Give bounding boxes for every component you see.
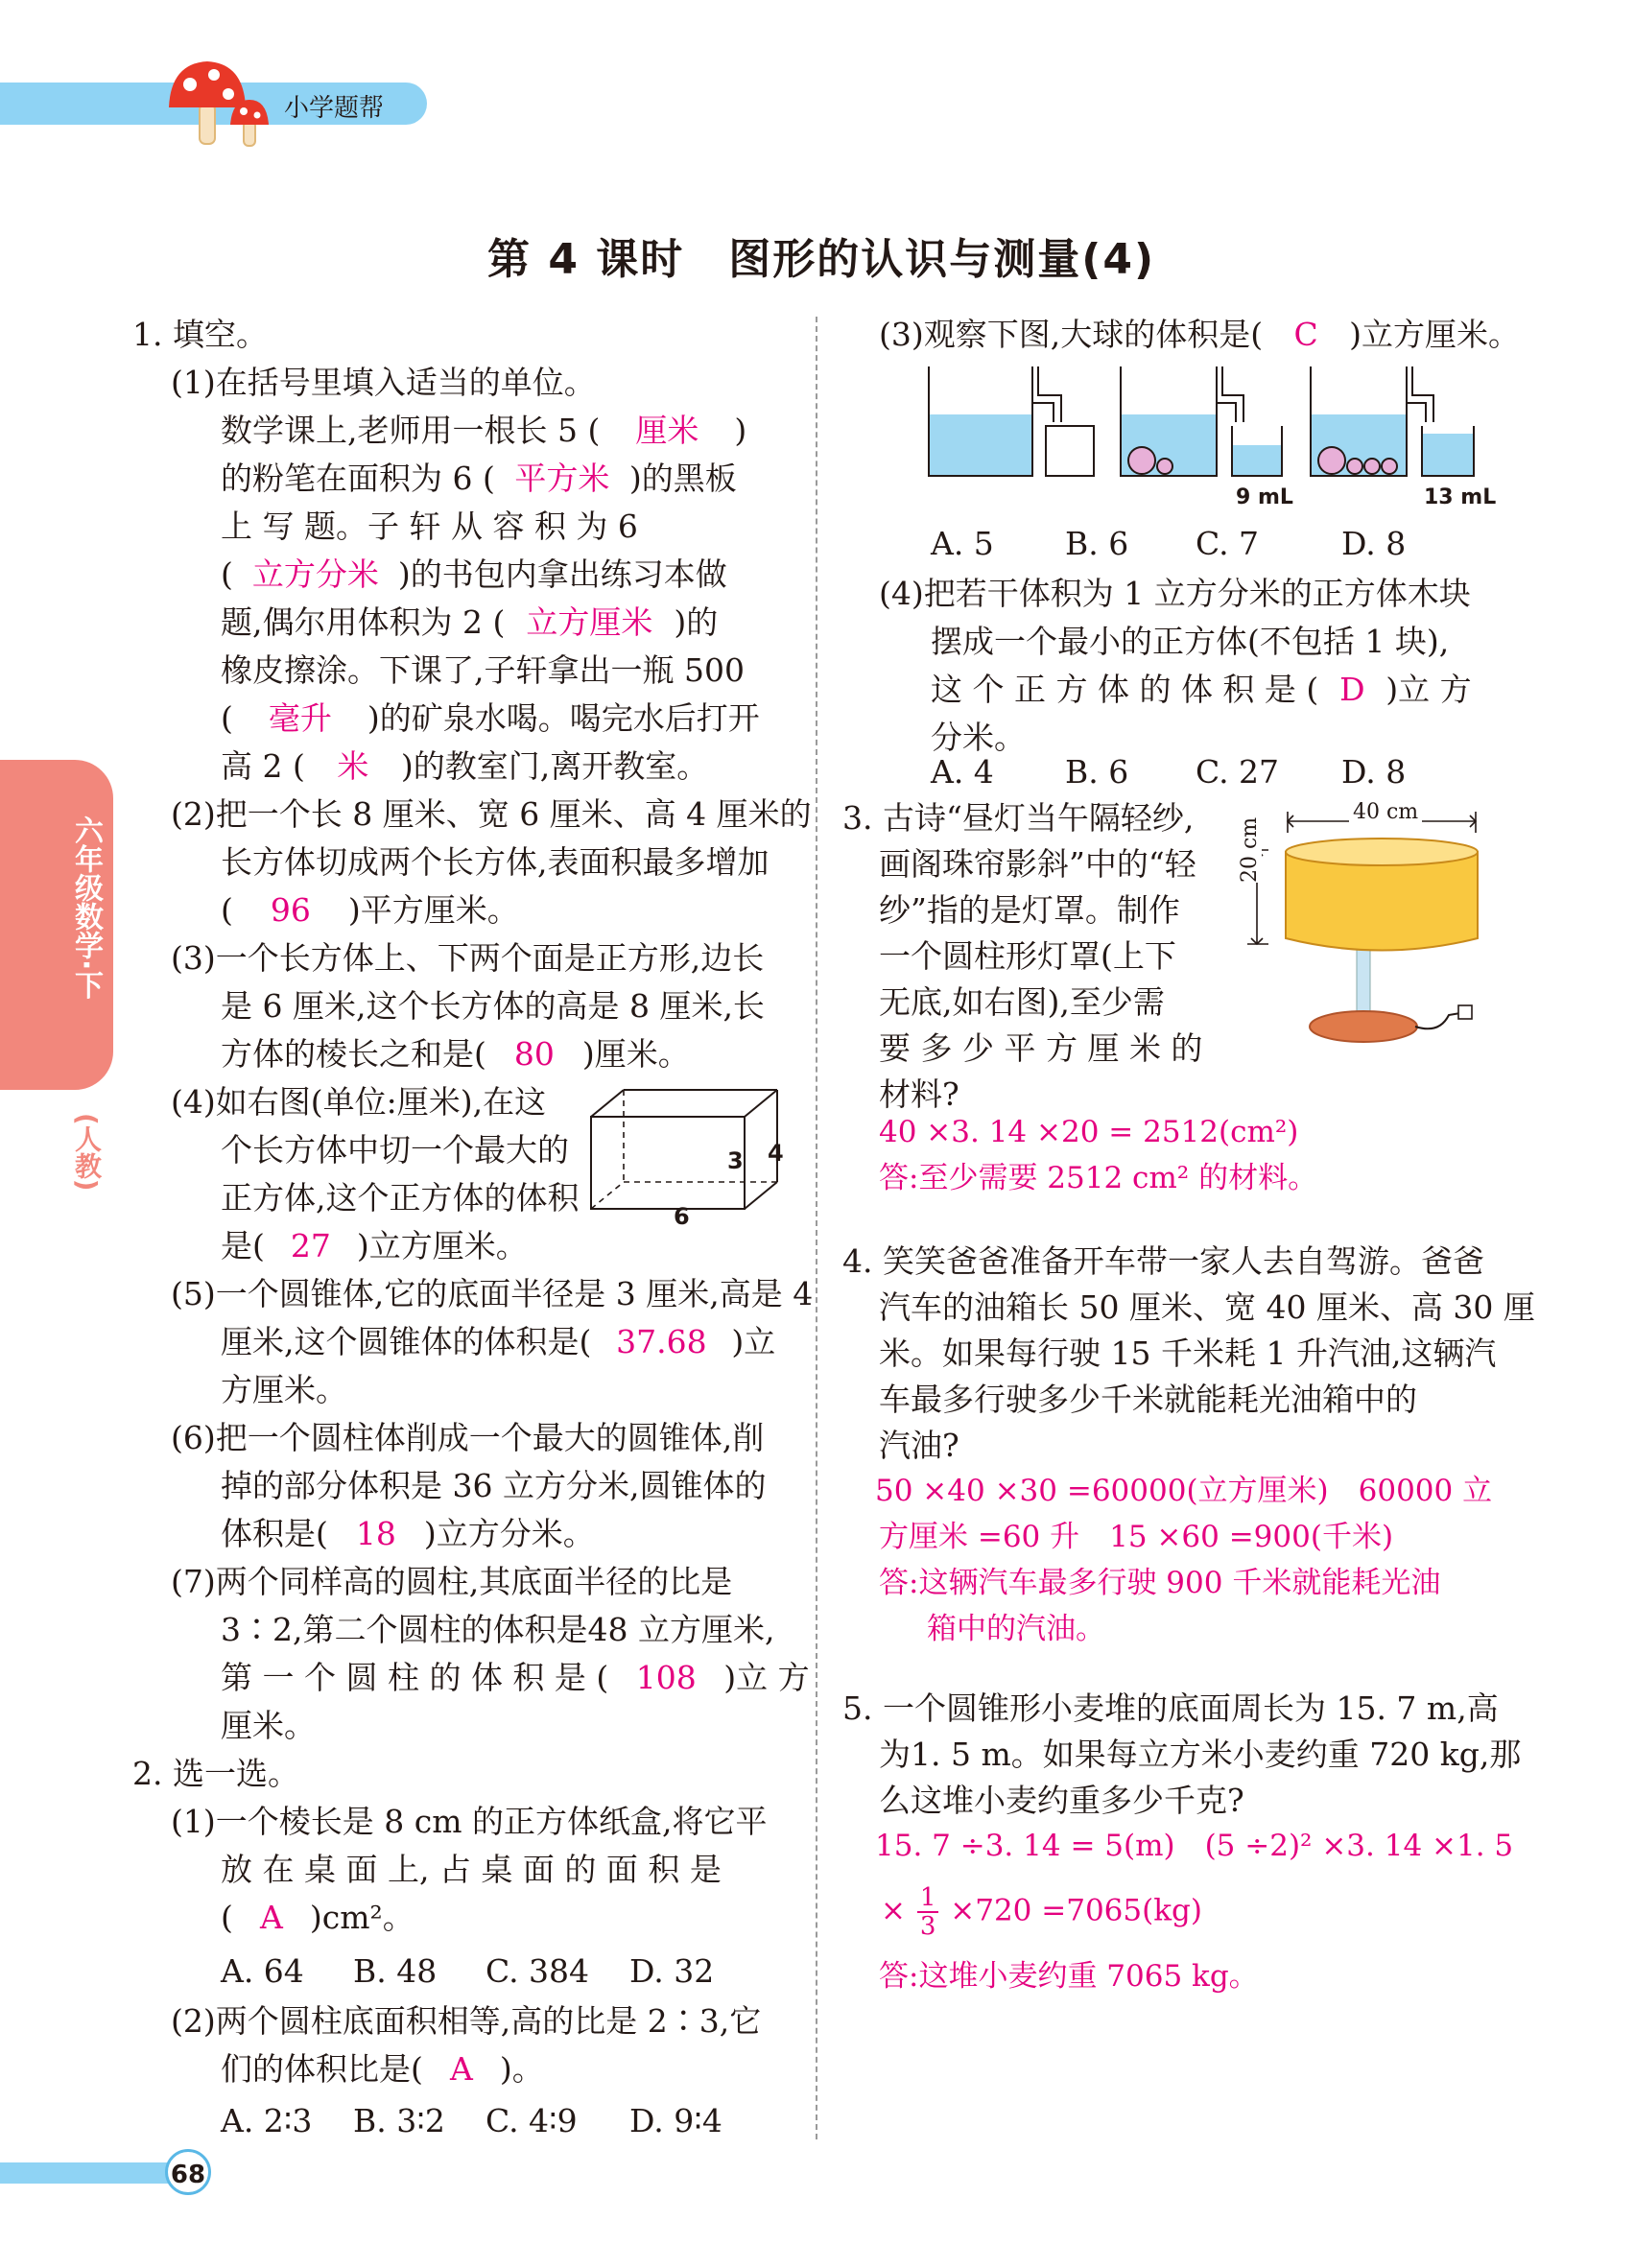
option[interactable]: D. 8 — [1341, 525, 1407, 562]
q2-s4-options — [931, 748, 1406, 796]
q1-s4-line4: 是( 27 )立方厘米。 — [221, 1222, 528, 1270]
q1-s1-line7: ( 毫升 )的矿泉水喝。喝完水后打开 — [221, 695, 760, 743]
side-tab-edition: (人教) — [71, 1113, 103, 1192]
q1-s5-line2: 厘米,这个圆锥体的体积是( 37.68 )立 — [221, 1318, 775, 1366]
q2-s4-line4: 分米。 — [931, 719, 1026, 756]
q1-s1-line2: 的粉笔在面积为 6 ( 平方米 )的黑板 — [221, 455, 737, 503]
q3-line: 无底,如右图),至少需 — [879, 983, 1165, 1021]
page-title: 第 4 课时 图形的认识与测量(4) — [487, 235, 1156, 284]
q1-s6-line1: (6)把一个圆柱体削成一个最大的圆锥体,削 — [171, 1419, 765, 1456]
option[interactable]: A. 64 — [221, 1952, 304, 1990]
mushroom-logo — [161, 54, 276, 150]
q1-s4-line1: (4)如右图(单位:厘米),在这 — [171, 1083, 547, 1121]
q1-s7-line1: (7)两个同样高的圆柱,其底面半径的比是 — [171, 1563, 733, 1600]
q4-line: 车最多行驶多少千米就能耗光油箱中的 — [879, 1381, 1417, 1418]
answer-blank[interactable]: 毫升 — [268, 699, 332, 737]
q1-s1-line4: ( 立方分米 )的书包内拿出练习本做 — [221, 551, 727, 599]
option[interactable]: D. 8 — [1341, 753, 1407, 791]
q5-answer-line3[interactable]: 答:这堆小麦约重 7065 kg。 — [879, 1959, 1259, 1994]
option[interactable]: A. 4 — [931, 753, 994, 791]
mushroom-stem — [200, 104, 215, 144]
answer-blank[interactable]: 米 — [337, 747, 369, 785]
answer-blank[interactable]: A — [259, 1899, 283, 1936]
answer-blank[interactable]: 108 — [635, 1659, 697, 1696]
answer-blank[interactable]: 18 — [355, 1515, 396, 1552]
q5-answer-line2[interactable]: × $\frac{1}{3}$ ×720 =7065(kg) — [881, 1883, 1202, 1941]
q4-answer-line3[interactable]: 答:这辆汽车最多行驶 900 千米就能耗光油 — [879, 1566, 1441, 1600]
q1-s5-line1: (5)一个圆锥体,它的底面半径是 3 厘米,高是 4 — [171, 1275, 814, 1312]
answer-blank[interactable]: 平方米 — [514, 460, 610, 497]
q2-s4-line3: 这 个 正 方 体 的 体 积 是 ( D )立 方 — [931, 666, 1472, 714]
q1-s1-head: (1)在括号里填入适当的单位。 — [171, 364, 596, 401]
answer-blank[interactable]: A — [449, 2050, 473, 2088]
mushroom-cap — [169, 61, 246, 107]
option[interactable]: B. 6 — [1065, 753, 1129, 791]
q2-s4-line2: 摆成一个最小的正方体(不包括 1 块), — [931, 623, 1450, 660]
q2-s1-options — [221, 1948, 714, 1996]
answer-blank[interactable]: D — [1339, 671, 1365, 708]
q2-s4-line1: (4)把若干体积为 1 立方分米的正方体木块 — [879, 575, 1471, 612]
lamp-height-label: 20 cm — [1238, 816, 1262, 883]
q3-line: 画阁珠帘影斜”中的“轻 — [879, 845, 1196, 883]
page-number: 68 — [165, 2149, 211, 2195]
lamp-width-label: 40 cm — [1349, 800, 1422, 824]
q5-line: 为1. 5 m。如果每立方米小麦约重 720 kg,那 — [879, 1736, 1522, 1773]
q1-s5-line3: 方厘米。 — [221, 1371, 347, 1408]
cuboid-length-label: 6 — [674, 1203, 690, 1230]
q4-answer-line2[interactable]: 方厘米 =60 升 15 ×60 =900(千米) — [879, 1520, 1394, 1554]
q1-s1-line5: 题,偶尔用体积为 2 ( 立方厘米 )的 — [221, 599, 718, 647]
q3-line: 一个圆柱形灯罩(上下 — [879, 937, 1176, 975]
option[interactable]: A. 5 — [931, 525, 994, 562]
q1-s4-line2: 个长方体中切一个最大的 — [221, 1131, 569, 1169]
q1-s2-line2: 长方体切成两个长方体,表面积最多增加 — [221, 843, 770, 881]
q1-s7-line4: 厘米。 — [221, 1707, 316, 1744]
q1-heading: 1. 填空。 — [132, 316, 268, 353]
cuboid-depth-label: 4 — [768, 1140, 784, 1167]
column-divider — [816, 317, 817, 2139]
q1-s1-line3: 上 写 题。子 轩 从 容 积 为 6 — [221, 508, 638, 545]
side-tab-grade: 六年级数学·下 — [69, 815, 103, 1000]
q4-line: 4. 笑笑爸爸准备开车带一家人去自驾游。爸爸 — [842, 1242, 1484, 1280]
q1-s7-line3: 第 一 个 圆 柱 的 体 积 是 ( 108 )立 方 — [221, 1654, 810, 1702]
fraction: $\frac{1}{3}$ — [917, 1884, 939, 1940]
brand-label: 小学题帮 — [284, 94, 385, 123]
q3-line: 材料? — [879, 1075, 959, 1113]
q3-line: 纱”指的是灯罩。制作 — [879, 891, 1180, 929]
q2-s1-line2: 放 在 桌 面 上, 占 桌 面 的 面 积 是 — [221, 1851, 722, 1888]
cuboid-height-label: 3 — [727, 1147, 744, 1174]
q4-answer-line4[interactable]: 箱中的汽油。 — [927, 1612, 1105, 1646]
footer-bar — [0, 2162, 192, 2184]
answer-blank[interactable]: 27 — [290, 1227, 331, 1264]
q5-answer-line1[interactable]: 15. 7 ÷3. 14 = 5(m) (5 ÷2)² ×3. 14 ×1. 5 — [875, 1829, 1514, 1863]
q1-s1-line6: 橡皮擦涂。下课了,子轩拿出一瓶 500 — [221, 651, 745, 689]
q1-s2-line3: ( 96 )平方厘米。 — [221, 886, 519, 934]
answer-blank[interactable]: 厘米 — [635, 412, 699, 449]
q1-s3-line2: 是 6 厘米,这个长方体的高是 8 厘米,长 — [221, 987, 765, 1025]
q5-line: 么这堆小麦约重多少千克? — [879, 1782, 1244, 1819]
q1-s3-line3: 方体的棱长之和是( 80 )厘米。 — [221, 1030, 690, 1078]
option[interactable]: A. 2∶3 — [221, 2102, 313, 2139]
answer-blank[interactable]: 80 — [513, 1035, 555, 1073]
cuboid-figure — [585, 1084, 796, 1228]
cylinder-label-mid: 9 mL — [1236, 485, 1293, 509]
q2-s2-line2: 们的体积比是( A )。 — [221, 2045, 544, 2093]
q2-s2-options — [221, 2097, 722, 2145]
answer-blank[interactable]: 立方厘米 — [526, 603, 653, 641]
q4-answer-line1[interactable]: 50 ×40 ×30 =60000(立方厘米) 60000 立 — [875, 1474, 1493, 1508]
option[interactable]: C. 27 — [1196, 753, 1280, 791]
q1-s1-line1: 数学课上,老师用一根长 5 ( 厘米 ) — [221, 407, 746, 455]
q3-line: 3. 古诗“昼灯当午隔轻纱, — [842, 799, 1195, 837]
cylinder-label-right: 13 mL — [1424, 485, 1497, 509]
q2-s1-line1: (1)一个棱长是 8 cm 的正方体纸盒,将它平 — [171, 1803, 768, 1840]
option[interactable]: B. 48 — [353, 1952, 438, 1990]
lamp-figure — [1238, 804, 1487, 1053]
option[interactable]: C. 4∶9 — [485, 2102, 578, 2139]
q1-s7-line2: 3∶2,第二个圆柱的体积是48 立方厘米, — [221, 1611, 775, 1648]
option[interactable]: B. 6 — [1065, 525, 1129, 562]
option[interactable]: D. 32 — [629, 1952, 715, 1990]
q1-s2-line1: (2)把一个长 8 厘米、宽 6 厘米、高 4 厘米的 — [171, 795, 812, 833]
option[interactable]: C. 7 — [1196, 525, 1260, 562]
q1-s4-line3: 正方体,这个正方体的体积 — [221, 1179, 580, 1217]
q1-s6-line3: 体积是( 18 )立方分米。 — [221, 1510, 595, 1558]
answer-blank[interactable]: 立方分米 — [251, 555, 379, 593]
q3-answer-line2[interactable]: 答:至少需要 2512 cm² 的材料。 — [879, 1161, 1318, 1195]
option[interactable]: C. 384 — [485, 1952, 590, 1990]
q4-line: 汽油? — [879, 1427, 959, 1464]
answer-blank[interactable]: 37.68 — [616, 1323, 707, 1360]
q1-s3-line1: (3)一个长方体上、下两个面是正方形,边长 — [171, 939, 765, 977]
q1-s1-line8: 高 2 ( 米 )的教室门,离开教室。 — [221, 743, 708, 791]
q2-s1-line3: ( A )cm²。 — [221, 1894, 414, 1942]
q2-s2-line1: (2)两个圆柱底面积相等,高的比是 2∶3,它 — [171, 2002, 762, 2040]
q2-s3-line1: (3)观察下图,大球的体积是( C )立方厘米。 — [879, 311, 1520, 359]
displacement-figure — [919, 365, 1495, 489]
answer-blank[interactable]: 96 — [270, 891, 311, 929]
q3-answer-line1[interactable]: 40 ×3. 14 ×20 = 2512(cm²) — [879, 1115, 1299, 1149]
q4-line: 汽车的油箱长 50 厘米、宽 40 厘米、高 30 厘 — [879, 1288, 1535, 1326]
q4-line: 米。如果每行驶 15 千米耗 1 升汽油,这辆汽 — [879, 1335, 1497, 1372]
q2-s3-options — [931, 520, 1406, 568]
lampshade — [1286, 852, 1478, 951]
q1-s6-line2: 掉的部分体积是 36 立方分米,圆锥体的 — [221, 1467, 767, 1504]
option[interactable]: B. 3∶2 — [353, 2102, 445, 2139]
option[interactable]: D. 9∶4 — [629, 2102, 722, 2139]
answer-blank[interactable]: C — [1293, 316, 1318, 353]
q3-line: 要 多 少 平 方 厘 米 的 — [879, 1029, 1203, 1067]
q2-heading: 2. 选一选。 — [132, 1755, 299, 1792]
q5-line: 5. 一个圆锥形小麦堆的底面周长为 15. 7 m,高 — [842, 1689, 1499, 1727]
